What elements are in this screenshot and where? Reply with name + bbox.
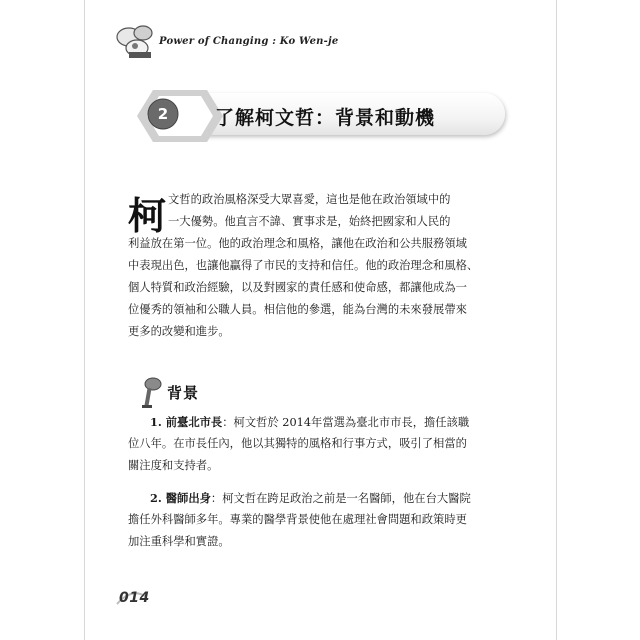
intro-line: 中表現出色，也讓他贏得了市民的支持和信任。他的政治理念和風格、 xyxy=(128,259,479,272)
list-item-text: 關注度和支持者。 xyxy=(128,459,219,472)
running-header xyxy=(115,24,495,64)
intro-line: 個人特質和政治經驗，以及對國家的責任感和使命感，都讓他成為一 xyxy=(128,281,467,294)
intro-line: 一大優勢。他直言不諱、實事求是，始終把國家和人民的 xyxy=(168,215,451,228)
list-item-label: 2. 醫師出身 xyxy=(150,491,211,505)
intro-line: 位優秀的領袖和公職人員。相信他的參選，能為台灣的未來發展帶來 xyxy=(128,303,467,316)
chat-bubbles-icon xyxy=(115,24,161,60)
page-number: 014 xyxy=(119,590,150,606)
chapter-number: 2 xyxy=(157,105,169,123)
list-item-text: 加注重科學和實證。 xyxy=(128,535,230,548)
list-item-text: ：柯文哲在跨足政治之前是一名醫師，他在台大醫院 xyxy=(210,492,471,505)
book-page xyxy=(84,0,557,640)
intro-line: 利益放在第一位。他的政治理念和風格，讓他在政治和公共服務領域 xyxy=(128,237,467,250)
list-item-text: 位八年。在市長任內，他以其獨特的風格和行事方式，吸引了相當的 xyxy=(128,437,467,450)
list-item-text: ：柯文哲於 2014年當選為臺北市市長，擔任該職 xyxy=(222,416,470,429)
section-title: 背景 xyxy=(167,384,200,402)
list-item-text: 擔任外科醫師多年。專業的醫學背景使他在處理社會問題和政策時更 xyxy=(128,513,467,526)
intro-line: 更多的改變和進步。 xyxy=(128,325,230,338)
microphone-icon xyxy=(139,376,163,410)
drop-cap: 柯 xyxy=(128,193,167,238)
header-title: Power of Changing : Ko Wen-je xyxy=(159,36,339,47)
chapter-title: 了解柯文哲：背景和動機 xyxy=(215,107,436,129)
section-heading xyxy=(139,376,339,410)
chapter-heading xyxy=(137,88,509,142)
list-item-label: 1. 前臺北市長 xyxy=(150,415,223,429)
intro-line: 文哲的政治風格深受大眾喜愛，這也是他在政治領域中的 xyxy=(168,193,451,206)
